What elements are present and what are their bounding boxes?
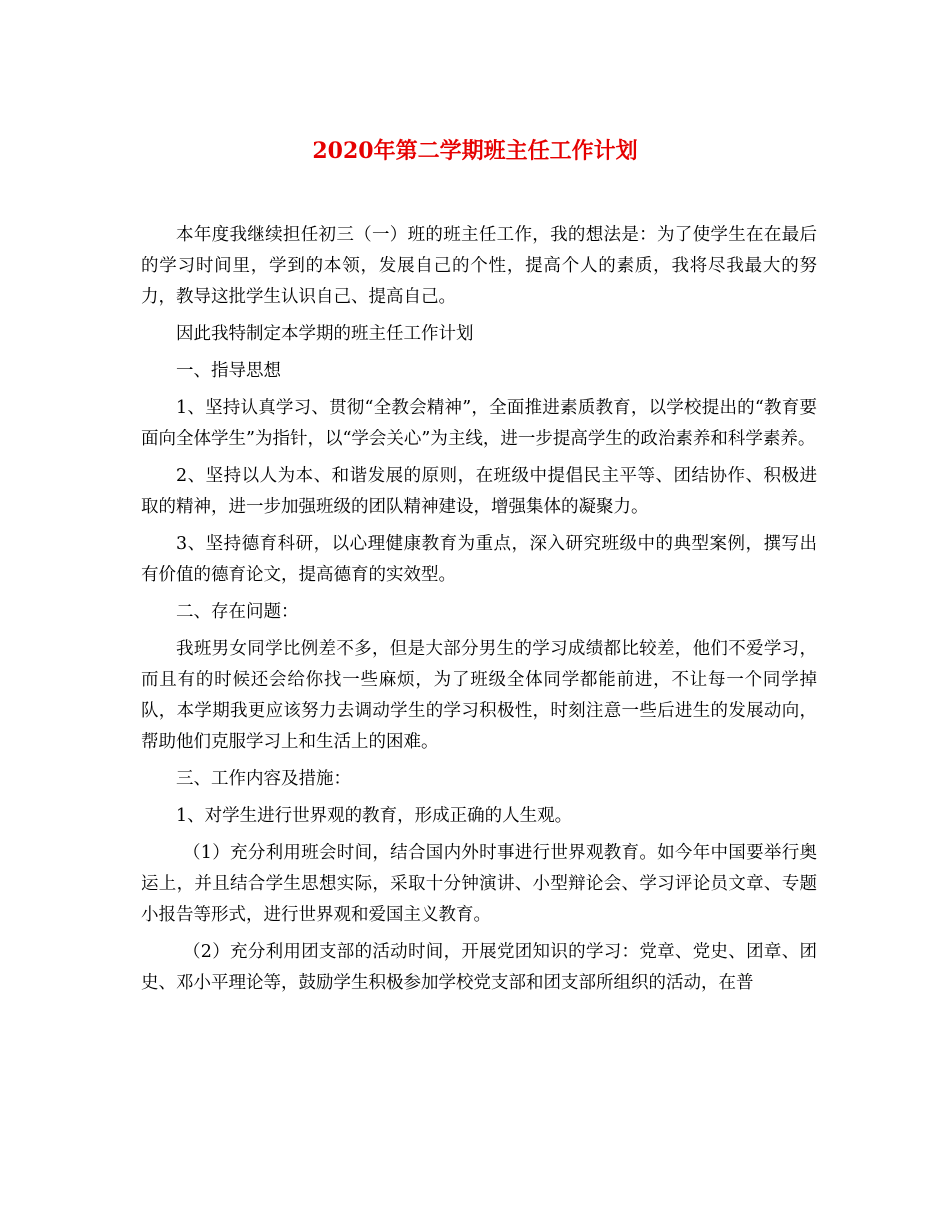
- paragraph-intro: 本年度我继续担任初三（一）班的班主任工作，我的想法是：为了使学生在在最后的学习时间里，学到的本领，发展自己的个性，提高个人的素质，我将尽我最大的努力，教导这批学生认识自己、提高自己。: [141, 225, 817, 307]
- paragraph-ideology-item-3: 3、坚持德育科研，以心理健康教育为重点，深入研究班级中的典型案例，撰写出有价值的德育论文，提高德育的实效型。: [141, 534, 817, 585]
- paragraph-work-item-1: 1、对学生进行世界观的教育，形成正确的人生观。: [176, 806, 573, 826]
- paragraph-problems: 我班男女同学比例差不多，但是大部分男生的学习成绩都比较差，他们不爱学习，而且有的时候还会给你找一些麻烦，为了班级全体同学都能前进，不让每一个同学掉队，本学期我更应该努力去调动学生的学习积极性，时刻注意一些后进生的发展动向，帮助他们克服学习上和生活上的困难。: [141, 639, 817, 752]
- section-heading-guiding-ideology: 一、指导思想: [176, 361, 281, 381]
- paragraph-ideology-item-2: 2、坚持以人为本、和谐发展的原则，在班级中提倡民主平等、团结协作、积极进取的精神，进一步加强班级的团队精神建设，增强集体的凝聚力。: [141, 466, 817, 517]
- section-heading-work-content: 三、工作内容及措施：: [176, 769, 351, 789]
- paragraph-work-subitem-1: （1）充分利用班会时间，结合国内外时事进行世界观教育。如今年中国要举行奥运上，并且结合学生思想实际，采取十分钟演讲、小型辩论会、学习评论员文章、专题小报告等形式，进行世界观和爱国主义教育。: [141, 843, 817, 925]
- document-title: 2020年第二学期班主任工作计划: [312, 138, 638, 164]
- document-body: [141, 220, 817, 1005]
- paragraph-plan-statement: 因此我特制定本学期的班主任工作计划: [176, 324, 474, 344]
- paragraph-work-subitem-2: （2）充分利用团支部的活动时间，开展党团知识的学习：党章、党史、团章、团史、邓小平理论等，鼓励学生积极参加学校党支部和团支部所组织的活动，在普: [141, 942, 817, 993]
- section-heading-existing-problems: 二、存在问题：: [176, 602, 299, 622]
- paragraph-ideology-item-1: 1、坚持认真学习、贯彻“全教会精神”，全面推进素质教育，以学校提出的“教育要面向全体学生”为指针，以“学会关心”为主线，进一步提高学生的政治素养和科学素养。: [141, 398, 817, 449]
